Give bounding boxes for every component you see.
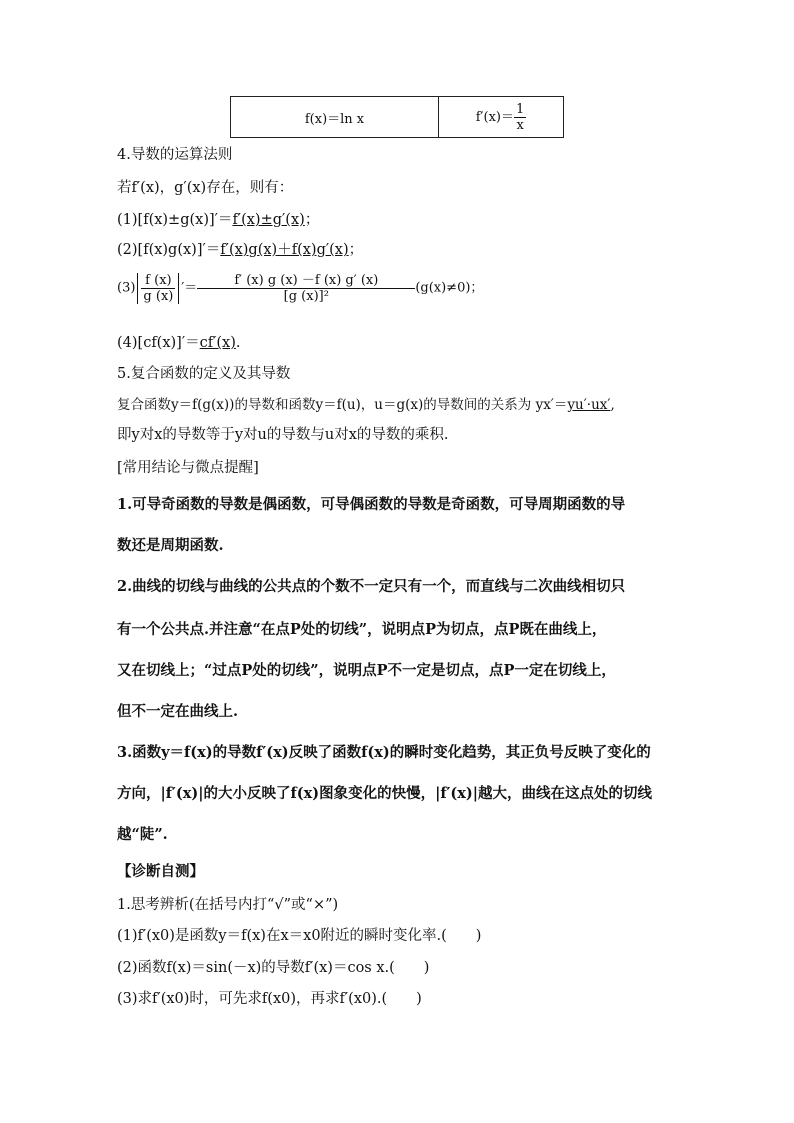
tips-heading: [常用结论与微点提醒] [117, 460, 259, 476]
tip3-line1: 3.函数y＝f(x)的导数f′(x)反映了函数f(x)的瞬时变化趋势，其正负号反映了变化的 [117, 744, 651, 761]
section5-line1-text: 复合函数y＝f(g(x))的导数和函数y＝f(u)，u＝g(x)的导数间的关系为 yx′＝ [117, 397, 568, 413]
tip2-line1: 2.曲线的切线与曲线的公共点的个数不一定只有一个，而直线与二次曲线相切只 [117, 578, 626, 595]
section5-line2: 即y对x的导数等于y对u的导数与u对x的导数的乘积. [117, 427, 449, 443]
tip1-line1: 1.可导奇函数的导数是偶函数，可导偶函数的导数是奇函数，可导周期函数的导 [117, 496, 626, 513]
rule3-inner-fraction [141, 273, 175, 304]
section4-heading: 4.导数的运算法则 [117, 147, 233, 163]
diagnosis-q3: (3)求f′(x0)时，可先求f(x0)，再求f′(x0).( ) [117, 991, 422, 1007]
rule3-fraction [197, 273, 415, 304]
rule3-bracket [137, 273, 179, 304]
rule3-condition: (g(x)≠0)； [415, 280, 484, 296]
section5-line1 [117, 395, 615, 415]
rule4-rhs: cf′(x) [199, 335, 236, 351]
diagnosis-intro: 1.思考辨析(在括号内打“√”或“×”) [117, 897, 339, 913]
table-cell-ln [231, 97, 439, 138]
tip2-line2: 有一个公共点.并注意“在点P处的切线”，说明点P为切点，点P既在曲线上， [117, 621, 607, 638]
rule-3 [117, 273, 483, 304]
diagnosis-q1: (1)f′(x0)是函数y＝f(x)在x＝x0附近的瞬时变化率.( ) [117, 928, 482, 944]
fraction-denominator: x [516, 117, 524, 133]
rule4-lhs: (4)[cf(x)]′＝ [117, 335, 200, 351]
tip3-line2: 方向，|f′(x)|的大小反映了f(x)图象变化的快慢，|f′(x)|越大，曲线在这点处的切线 [117, 785, 653, 802]
rule1-rhs: f′(x)±g′(x) [232, 212, 305, 228]
section4-intro: 若f′(x)，g′(x)存在，则有： [117, 180, 294, 196]
section5-line1-underlined: yu′·ux′ [567, 397, 611, 413]
tip1-line2: 数还是周期函数. [117, 537, 224, 554]
ln-formula: f(x)＝ln x [304, 111, 365, 127]
section5-heading: 5.复合函数的定义及其导数 [117, 366, 291, 382]
rule3-denominator: [g (x)]² [283, 289, 329, 304]
rule-2 [117, 240, 363, 260]
rule-4 [117, 333, 241, 353]
rule3-numerator: f′ (x) g (x) －f (x) g′ (x) [197, 273, 415, 289]
rule3-prime: ′＝ [181, 280, 198, 296]
rule2-lhs: (2)[f(x)g(x)]′＝ [117, 242, 221, 258]
rule1-lhs: (1)[f(x)±g(x)]′＝ [117, 212, 233, 228]
table-row [231, 97, 564, 138]
fraction-numerator: 1 [515, 101, 525, 117]
rule4-end: . [235, 335, 241, 351]
fraction-1-over-x [514, 102, 526, 133]
inner-numerator: f (x) [141, 273, 175, 289]
table-cell-derivative [439, 97, 564, 138]
rule1-end: ； [304, 212, 320, 228]
diagnosis-heading: 【诊断自测】 [117, 863, 204, 880]
inner-denominator: g (x) [143, 289, 174, 304]
section5-line1-end: , [610, 397, 615, 413]
rule3-label: (3) [117, 280, 136, 296]
tip3-line3: 越“陡”. [117, 826, 168, 843]
tip2-line3: 又在切线上；“过点P处的切线”，说明点P不一定是切点，点P一定在切线上， [117, 662, 616, 679]
rule-1 [117, 210, 319, 230]
tip2-line4: 但不一定在曲线上. [117, 703, 239, 720]
diagnosis-q2: (2)函数f(x)＝sin(－x)的导数f′(x)＝cos x.( ) [117, 960, 430, 976]
formula-table [230, 96, 564, 138]
rule2-end: ； [348, 242, 364, 258]
derivative-prefix: f′(x)＝ [475, 109, 514, 125]
rule2-rhs: f′(x)g(x)＋f(x)g′(x) [220, 242, 349, 258]
